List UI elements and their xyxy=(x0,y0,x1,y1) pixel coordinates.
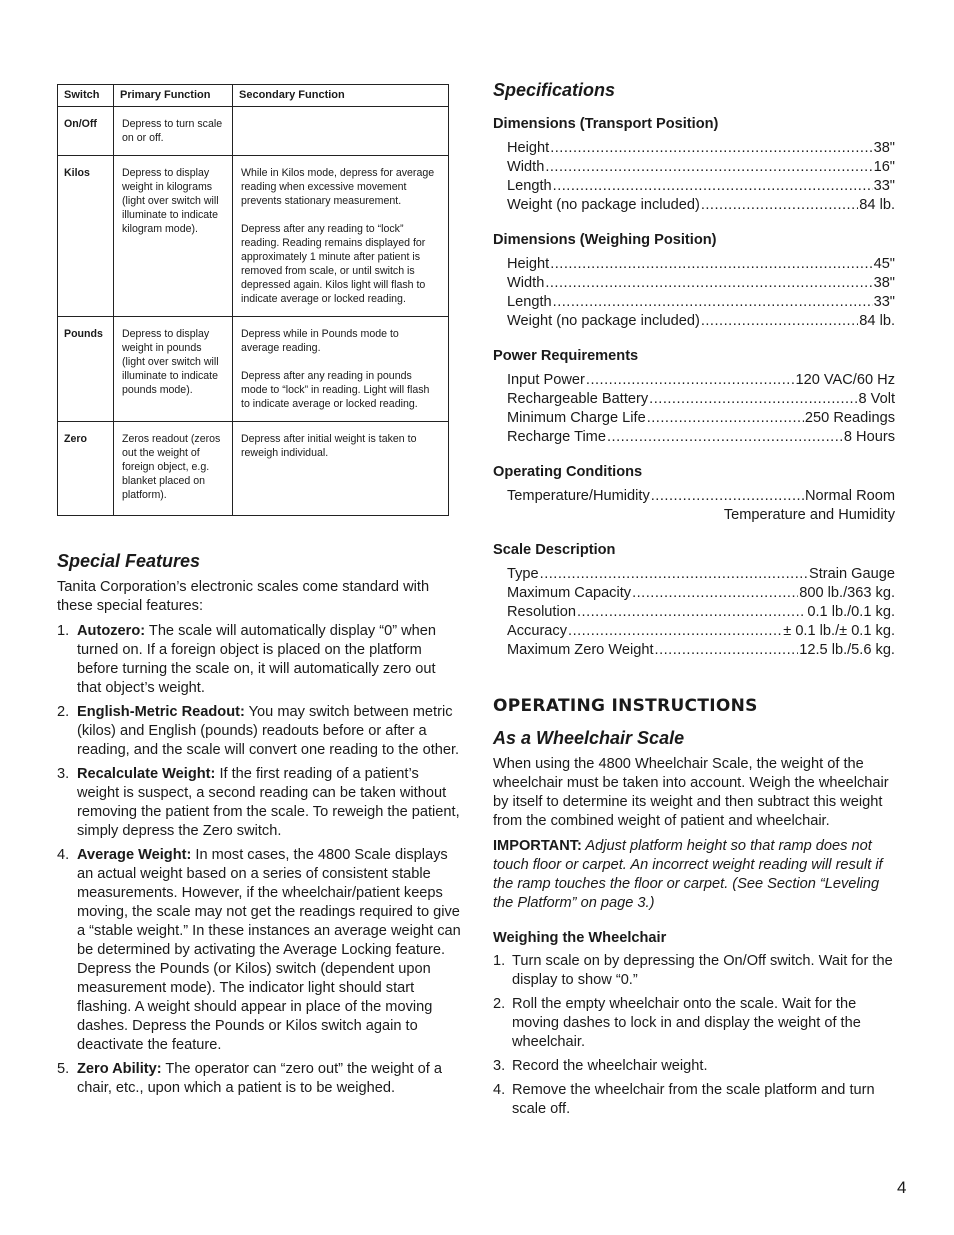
list-number: 3. xyxy=(57,766,70,782)
wheelchair-scale-subtitle: As a Wheelchair Scale xyxy=(493,728,685,748)
spec-value: 12.5 lb./5.6 kg. xyxy=(799,642,895,658)
list-item xyxy=(493,1081,895,1119)
right-column xyxy=(493,80,895,1124)
switch-cell: Kilos xyxy=(58,156,114,317)
primary-function-cell: Zeros readout (zeros out the weight of foreign object, e.g. blanket placed on platform). xyxy=(114,422,233,516)
spec-row xyxy=(493,312,895,331)
spec-row xyxy=(493,390,895,409)
feature-text: You may switch between metric (kilos) and English (pounds) readouts before or after a reading, and the scale will convert one reading to the other. xyxy=(77,704,460,758)
feature-term: Recalculate Weight: xyxy=(77,766,216,782)
secondary-function-cell xyxy=(233,107,449,156)
spec-label: Rechargeable Battery xyxy=(507,391,649,407)
spec-value: 0.1 lb./0.1 kg. xyxy=(807,604,895,620)
leader-dots xyxy=(577,603,806,622)
primary-function-cell: Depress to display weight in kilograms (light over switch will illuminate to indicate kilogram mode). xyxy=(114,156,233,317)
spec-value: Normal Room xyxy=(804,488,895,504)
spec-value: 33" xyxy=(873,294,895,310)
spec-row xyxy=(493,603,895,622)
list-number: 1. xyxy=(493,953,506,969)
step-text: Remove the wheelchair from the scale platform and turn scale off. xyxy=(512,1082,875,1117)
feature-text: The scale will automatically display “0” when turned on. If a foreign object is placed on the platform before turning the scale on, it will automatically zero out that object’s weight. xyxy=(77,623,437,696)
specifications-section xyxy=(493,116,895,660)
spec-value: 84 lb. xyxy=(859,197,895,213)
spec-value: 8 Volt xyxy=(858,391,895,407)
feature-term: Autozero: xyxy=(77,623,146,639)
table-header-row xyxy=(58,85,449,107)
spec-row xyxy=(493,409,895,428)
spec-row xyxy=(493,196,895,215)
spec-label: Resolution xyxy=(507,604,576,620)
spec-label: Recharge Time xyxy=(507,429,606,445)
spec-label: Height xyxy=(507,256,550,272)
list-item xyxy=(57,765,463,841)
step-text: Roll the empty wheelchair onto the scale. Wait for the moving dashes to lock in and display the weight of the wheelchair. xyxy=(512,996,861,1050)
spec-label: Width xyxy=(507,275,545,291)
spec-label: Minimum Charge Life xyxy=(507,410,646,426)
list-number: 5. xyxy=(57,1061,70,1077)
spec-label: Input Power xyxy=(507,372,585,388)
spec-value: 84 lb. xyxy=(859,313,895,329)
spec-label: Temperature/Humidity xyxy=(507,488,650,504)
spec-row xyxy=(493,622,895,641)
feature-term: Average Weight: xyxy=(77,847,192,863)
table-row xyxy=(58,317,449,422)
feature-text: If the first reading of a patient’s weight is suspect, a second reading can be taken without removing the patient from the scale. To reweigh the patient, simply depress the Zero switch. xyxy=(77,766,460,839)
leader-dots xyxy=(651,487,804,506)
leader-dots xyxy=(550,139,872,158)
spec-label: Accuracy xyxy=(507,623,568,639)
feature-text: The operator can “zero out” the weight of a chair, etc., upon which a patient is to be weighed. xyxy=(77,1061,443,1096)
leader-dots xyxy=(607,428,843,447)
spec-group-heading: Dimensions (Transport Position) xyxy=(493,116,719,132)
list-number: 1. xyxy=(57,623,70,639)
leader-dots xyxy=(568,622,782,641)
operating-instructions-title: OPERATING INSTRUCTIONS xyxy=(493,696,758,716)
spec-label: Type xyxy=(507,566,539,582)
leader-dots xyxy=(586,371,795,390)
spec-group xyxy=(493,542,895,660)
leader-dots xyxy=(553,293,873,312)
left-column xyxy=(57,84,463,1103)
column-header-primary: Primary Function xyxy=(114,85,233,107)
secondary-function-cell xyxy=(233,317,449,422)
switch-cell: Zero xyxy=(58,422,114,516)
weighing-steps-list xyxy=(493,952,895,1119)
leader-dots xyxy=(701,196,858,215)
spec-row xyxy=(493,428,895,447)
list-item xyxy=(57,622,463,698)
spec-row xyxy=(493,139,895,158)
leader-dots xyxy=(649,390,857,409)
switch-cell: Pounds xyxy=(58,317,114,422)
secondary-paragraph: Depress after any reading to “lock” reading. Reading remains displayed for approximately 1 minute after patient is removed from scale, or until switch is depressed again. Kilos light will flash to indicate average or locked reading. xyxy=(241,223,426,305)
spec-value: 38" xyxy=(873,140,895,156)
spec-label: Weight (no package included) xyxy=(507,197,700,213)
important-text: Adjust platform height so that ramp does not touch floor or carpet. An incorrect weight reading will result if the ramp touches the floor or carpet. (See Section “Leveling the Platform” on page 3.) xyxy=(493,838,883,911)
column-header-secondary: Secondary Function xyxy=(233,85,449,107)
spec-value: 120 VAC/60 Hz xyxy=(795,372,895,388)
leader-dots xyxy=(701,312,858,331)
spec-value: 800 lb./363 kg. xyxy=(799,585,895,601)
spec-row xyxy=(493,641,895,660)
spec-row xyxy=(493,255,895,274)
spec-value: 250 Readings xyxy=(804,410,895,426)
spec-label: Length xyxy=(507,178,552,194)
step-text: Turn scale on by depressing the On/Off switch. Wait for the display to show “0.” xyxy=(512,953,893,988)
leader-dots xyxy=(647,409,804,428)
step-text: Record the wheelchair weight. xyxy=(512,1058,708,1074)
leader-dots xyxy=(632,584,798,603)
list-item xyxy=(57,703,463,760)
list-number: 4. xyxy=(493,1082,506,1098)
spec-row xyxy=(493,584,895,603)
specifications-title: Specifications xyxy=(493,80,616,100)
spec-group-heading: Dimensions (Weighing Position) xyxy=(493,232,717,248)
spec-row xyxy=(493,293,895,312)
spec-group-heading: Scale Description xyxy=(493,542,616,558)
switch-cell: On/Off xyxy=(58,107,114,156)
important-label: IMPORTANT: xyxy=(493,838,582,854)
table-row xyxy=(58,156,449,317)
spec-label: Length xyxy=(507,294,552,310)
spec-row xyxy=(493,371,895,390)
spec-value: 33" xyxy=(873,178,895,194)
special-features-intro: Tanita Corporation’s electronic scales come standard with these special features: xyxy=(57,579,430,614)
feature-term: English-Metric Readout: xyxy=(77,704,245,720)
primary-function-cell: Depress to turn scale on or off. xyxy=(114,107,233,156)
spec-value: 38" xyxy=(873,275,895,291)
spec-group-heading: Power Requirements xyxy=(493,348,639,364)
leader-dots xyxy=(655,641,799,660)
spec-group xyxy=(493,348,895,447)
switch-function-table xyxy=(57,84,449,516)
spec-row xyxy=(493,565,895,584)
secondary-paragraph: Depress while in Pounds mode to average reading. xyxy=(241,328,399,354)
spec-group xyxy=(493,116,895,215)
secondary-paragraph: Depress after any reading in pounds mode to “lock” in reading. Light will flash to indicate average or locked reading. xyxy=(241,370,430,410)
spec-label: Height xyxy=(507,140,550,156)
list-number: 2. xyxy=(493,996,506,1012)
list-number: 2. xyxy=(57,704,70,720)
list-number: 4. xyxy=(57,847,70,863)
list-number: 3. xyxy=(493,1058,506,1074)
spec-row xyxy=(493,177,895,196)
spec-label: Maximum Capacity xyxy=(507,585,632,601)
important-note xyxy=(493,837,895,913)
list-item xyxy=(57,846,463,1055)
spec-row xyxy=(493,487,895,506)
special-features-title: Special Features xyxy=(57,551,201,571)
feature-term: Zero Ability: xyxy=(77,1061,162,1077)
operating-instructions-section xyxy=(493,696,895,1119)
spec-label: Width xyxy=(507,159,545,175)
wheelchair-intro: When using the 4800 Wheelchair Scale, the weight of the wheelchair must be taken into account. Weigh the wheelchair by itself to determine its weight and then subtract this weight from the combined weight of patient and wheelchair. xyxy=(493,756,889,829)
special-features-list xyxy=(57,622,463,1098)
leader-dots xyxy=(550,255,872,274)
spec-label: Weight (no package included) xyxy=(507,313,700,329)
leader-dots xyxy=(540,565,808,584)
page-number: 4 xyxy=(897,1178,907,1197)
spec-value-continuation: Temperature and Humidity xyxy=(723,507,895,523)
spec-row xyxy=(493,274,895,293)
spec-row xyxy=(493,158,895,177)
spec-group xyxy=(493,232,895,331)
secondary-paragraph: Depress after initial weight is taken to reweigh individual. xyxy=(241,433,417,459)
list-item xyxy=(493,995,895,1052)
leader-dots xyxy=(553,177,873,196)
spec-group xyxy=(493,464,895,525)
secondary-function-cell xyxy=(233,422,449,516)
spec-label: Maximum Zero Weight xyxy=(507,642,654,658)
weighing-wheelchair-heading: Weighing the Wheelchair xyxy=(493,930,667,946)
spec-value: 45" xyxy=(873,256,895,272)
primary-function-cell: Depress to display weight in pounds (light over switch will illuminate to indicate pounds mode). xyxy=(114,317,233,422)
spec-value: ± 0.1 lb./± 0.1 kg. xyxy=(783,623,895,639)
special-features-section xyxy=(57,551,463,1098)
column-header-switch: Switch xyxy=(58,85,114,107)
secondary-paragraph: While in Kilos mode, depress for average reading when excessive movement prevents stationary measurement. xyxy=(241,167,435,207)
list-item xyxy=(493,952,895,990)
leader-dots xyxy=(545,274,872,293)
table-row xyxy=(58,107,449,156)
spec-value: 16" xyxy=(873,159,895,175)
table-row xyxy=(58,422,449,516)
secondary-function-cell xyxy=(233,156,449,317)
leader-dots xyxy=(545,158,872,177)
feature-text: In most cases, the 4800 Scale displays an actual weight based on a series of consistent stable measurements. However, if the wheelchair/patient keeps moving, the scale may not get the readings required to give a “stable weight.” In these instances an average weight can be determined by activating the Average Locking feature. Depress the Pounds (or Kilos) switch (dependent upon measurement mode). The indicator light should start flashing. A weight should appear in place of the moving dashes. Depress the Pounds or Kilos switch again to deactivate the feature. xyxy=(77,847,461,1053)
list-item xyxy=(493,1057,895,1076)
spec-group-heading: Operating Conditions xyxy=(493,464,643,480)
spec-value: 8 Hours xyxy=(843,429,895,445)
spec-value: Strain Gauge xyxy=(809,566,895,582)
list-item xyxy=(57,1060,463,1098)
